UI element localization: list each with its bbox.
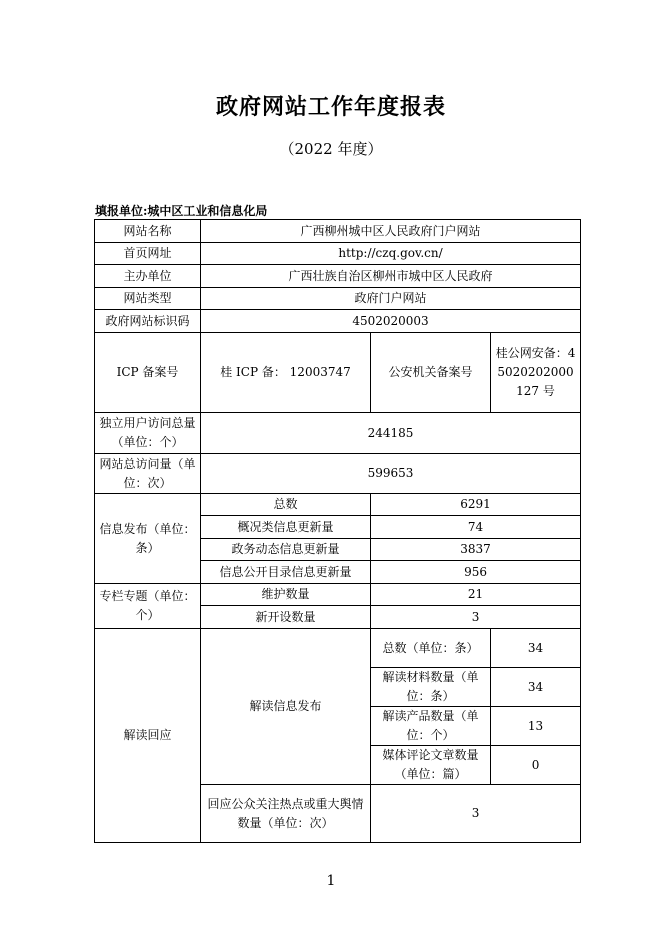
unique-visitors-label: 独立用户访问总量（单位：个） [95, 413, 201, 454]
info-publish-item-value: 956 [371, 561, 581, 584]
table-row [95, 333, 581, 413]
report-year: （2022 年度） [279, 140, 383, 158]
unique-visitors-value: 244185 [201, 413, 581, 454]
interpretation-item-value: 0 [491, 746, 581, 785]
interpretation-item-label: 解读材料数量（单位：条） [371, 668, 491, 707]
info-publish-item-label: 总数 [201, 494, 371, 516]
table-row [95, 243, 581, 265]
interpretation-item-value: 13 [491, 707, 581, 746]
info-publish-item-value: 74 [371, 516, 581, 539]
sponsor-label: 主办单位 [95, 265, 201, 288]
info-publish-item-label: 信息公开目录信息更新量 [201, 561, 371, 584]
columns-item-value: 21 [371, 584, 581, 606]
police-record-value: 桂公网安备：45020202000127 号 [491, 333, 581, 413]
interpretation-item-value: 34 [491, 629, 581, 668]
police-record-label: 公安机关备案号 [371, 333, 491, 413]
interpretation-publish-label: 解读信息发布 [201, 629, 371, 785]
gov-site-id-label: 政府网站标识码 [95, 310, 201, 333]
table-row [95, 310, 581, 333]
total-visits-value: 599653 [201, 454, 581, 494]
report-table [94, 219, 581, 843]
table-row [95, 454, 581, 494]
total-visits-label: 网站总访问量（单位：次） [95, 454, 201, 494]
info-publish-label: 信息发布（单位：条） [95, 494, 201, 584]
interpretation-label: 解读回应 [95, 629, 201, 843]
page-number: 1 [326, 873, 336, 889]
icp-value: 桂 ICP 备： 12003747 [201, 333, 371, 413]
info-publish-item-label: 政务动态信息更新量 [201, 539, 371, 561]
interpretation-item-label: 解读产品数量（单位：个） [371, 707, 491, 746]
columns-item-label: 新开设数量 [201, 606, 371, 629]
table-row [95, 494, 581, 516]
reporting-unit: 填报单位:城中区工业和信息化局 [95, 204, 268, 218]
interpretation-item-value: 34 [491, 668, 581, 707]
site-type-label: 网站类型 [95, 288, 201, 310]
site-name-label: 网站名称 [95, 220, 201, 243]
info-publish-item-value: 6291 [371, 494, 581, 516]
gov-site-id-value: 4502020003 [201, 310, 581, 333]
sponsor-value: 广西壮族自治区柳州市城中区人民政府 [201, 265, 581, 288]
table-row [95, 288, 581, 310]
interpretation-item-label: 媒体评论文章数量（单位：篇） [371, 746, 491, 785]
home-url-label: 首页网址 [95, 243, 201, 265]
table-row [95, 220, 581, 243]
columns-item-value: 3 [371, 606, 581, 629]
site-name-value: 广西柳州城中区人民政府门户网站 [201, 220, 581, 243]
table-row [95, 265, 581, 288]
table-row [95, 584, 581, 606]
icp-label: ICP 备案号 [95, 333, 201, 413]
report-title: 政府网站工作年度报表 [215, 95, 446, 120]
hot-topics-value: 3 [371, 785, 581, 843]
columns-item-label: 维护数量 [201, 584, 371, 606]
info-publish-item-label: 概况类信息更新量 [201, 516, 371, 539]
table-row [95, 413, 581, 454]
table-row [95, 629, 581, 668]
info-publish-item-value: 3837 [371, 539, 581, 561]
home-url-value: http://czq.gov.cn/ [201, 243, 581, 265]
columns-label: 专栏专题（单位：个） [95, 584, 201, 629]
site-type-value: 政府门户网站 [201, 288, 581, 310]
interpretation-item-label: 总数（单位：条） [371, 629, 491, 668]
hot-topics-label: 回应公众关注热点或重大舆情数量（单位：次） [201, 785, 371, 843]
